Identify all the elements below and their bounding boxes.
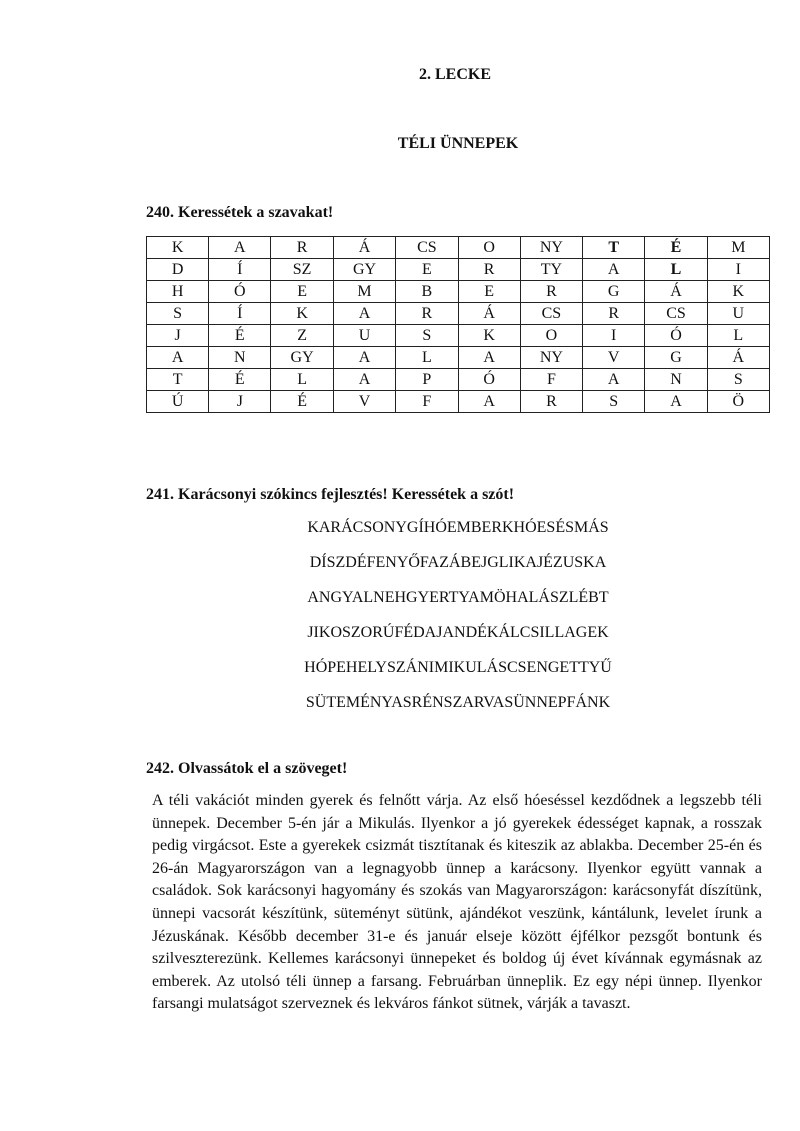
grid-cell: É xyxy=(209,369,271,391)
grid-cell: Ó xyxy=(209,281,271,303)
grid-cell: F xyxy=(396,391,458,413)
grid-cell: U xyxy=(333,325,395,347)
grid-cell: B xyxy=(396,281,458,303)
grid-cell: Ú xyxy=(147,391,209,413)
grid-cell: N xyxy=(645,369,707,391)
grid-cell: A xyxy=(645,391,707,413)
word-search-grid xyxy=(146,236,770,413)
grid-cell: A xyxy=(333,303,395,325)
grid-cell: K xyxy=(147,237,209,259)
grid-cell: Ó xyxy=(645,325,707,347)
grid-cell: CS xyxy=(645,303,707,325)
grid-cell: R xyxy=(458,259,520,281)
letter-string: HÓPEHELYSZÁNIMIKULÁSCSENGETTYŰ xyxy=(304,659,612,676)
grid-cell: V xyxy=(333,391,395,413)
grid-cell: S xyxy=(147,303,209,325)
grid-cell: L xyxy=(396,347,458,369)
grid-row xyxy=(147,347,770,369)
grid-cell: L xyxy=(707,325,769,347)
grid-cell: Á xyxy=(333,237,395,259)
grid-cell: CS xyxy=(520,303,582,325)
page-title: TÉLI ÜNNEPEK xyxy=(397,135,519,152)
grid-cell: R xyxy=(271,237,333,259)
grid-cell: S xyxy=(707,369,769,391)
grid-cell: CS xyxy=(396,237,458,259)
grid-cell: E xyxy=(396,259,458,281)
grid-cell: J xyxy=(209,391,271,413)
grid-cell: A xyxy=(583,369,645,391)
grid-cell: A xyxy=(209,237,271,259)
grid-cell: D xyxy=(147,259,209,281)
grid-row xyxy=(147,281,770,303)
grid-cell: N xyxy=(209,347,271,369)
grid-cell: U xyxy=(707,303,769,325)
grid-cell: A xyxy=(333,347,395,369)
grid-cell: K xyxy=(707,281,769,303)
grid-cell: I xyxy=(707,259,769,281)
grid-row xyxy=(147,391,770,413)
grid-row xyxy=(147,303,770,325)
grid-cell: É xyxy=(645,237,707,259)
grid-cell: Á xyxy=(458,303,520,325)
exercise-240-heading: 240. Keressétek a szavakat! xyxy=(146,204,334,221)
letter-string: KARÁCSONYGÍHÓEMBERKHÓESÉSMÁS xyxy=(307,519,609,536)
grid-cell: T xyxy=(147,369,209,391)
grid-cell: F xyxy=(520,369,582,391)
reading-text: A téli vakációt minden gyerek és felnőtt várja. Az első hóeséssel kezdődnek a legszebb téli ünnepek. December 5-én jár a Mikulás. Ilyenkor a jó gyerekek édességet kapnak, a rosszak pedig virgácsot. Este a gyerekek csizmát tisztítanak és kiteszik az ablakba. December 25-én és 26-án Magyarországon van a legnagyobb ünnep a karácsony. Ilyenkor együtt vannak a családok. Sok karácsonyi hagyomány és szokás van Magyarországon: karácsonyfát díszítünk, ünnepi vacsorát készítünk, süteményt sütünk, ajándékot veszünk, kántálunk, levelet írunk a Jézuskának. Később december 31-e és január elseje között éjfélkor pezsgőt bontunk és szilveszterezünk. Kellemes karácsonyi ünnepeket és boldog új évet kívánnak egymásnak az emberek. Az utolsó téli ünnep a farsang. Februárban ünneplik. Ez egy népi ünnep. Ilyenkor farsangi mulatságot szerveznek és lekváros fánkot sütnek, várják a tavaszt. xyxy=(152,792,762,1013)
grid-cell: Á xyxy=(645,281,707,303)
grid-cell: R xyxy=(396,303,458,325)
grid-cell: É xyxy=(209,325,271,347)
exercise-241-heading: 241. Karácsonyi szókincs fejlesztés! Keressétek a szót! xyxy=(146,486,515,503)
grid-cell: L xyxy=(645,259,707,281)
grid-cell: Á xyxy=(707,347,769,369)
grid-cell: A xyxy=(583,259,645,281)
grid-cell: GY xyxy=(333,259,395,281)
grid-cell: K xyxy=(271,303,333,325)
letter-string: ANGYALNEHGYERTYAMÖHALÁSZLÉBT xyxy=(307,589,609,606)
grid-cell: J xyxy=(147,325,209,347)
letter-string: SÜTEMÉNYASRÉNSZARVASÜNNEPFÁNK xyxy=(305,694,611,711)
grid-cell: G xyxy=(583,281,645,303)
grid-cell: H xyxy=(147,281,209,303)
grid-cell: L xyxy=(271,369,333,391)
grid-cell: É xyxy=(271,391,333,413)
grid-cell: Ö xyxy=(707,391,769,413)
grid-cell: P xyxy=(396,369,458,391)
grid-cell: I xyxy=(583,325,645,347)
grid-row xyxy=(147,369,770,391)
grid-cell: GY xyxy=(271,347,333,369)
grid-cell: O xyxy=(520,325,582,347)
grid-cell: M xyxy=(333,281,395,303)
grid-cell: S xyxy=(583,391,645,413)
grid-cell: A xyxy=(458,391,520,413)
grid-cell: G xyxy=(645,347,707,369)
lesson-number: 2. LECKE xyxy=(418,66,491,83)
grid-cell: V xyxy=(583,347,645,369)
grid-row xyxy=(147,237,770,259)
grid-cell: K xyxy=(458,325,520,347)
letter-strings xyxy=(146,516,770,726)
grid-cell: Í xyxy=(209,303,271,325)
grid-cell: Ó xyxy=(458,369,520,391)
grid-cell: E xyxy=(458,281,520,303)
grid-cell: R xyxy=(583,303,645,325)
grid-cell: TY xyxy=(520,259,582,281)
grid-cell: Z xyxy=(271,325,333,347)
grid-cell: A xyxy=(458,347,520,369)
grid-cell: NY xyxy=(520,347,582,369)
grid-cell: E xyxy=(271,281,333,303)
grid-cell: NY xyxy=(520,237,582,259)
grid-row xyxy=(147,259,770,281)
grid-cell: Í xyxy=(209,259,271,281)
grid-cell: O xyxy=(458,237,520,259)
grid-cell: S xyxy=(396,325,458,347)
grid-cell: SZ xyxy=(271,259,333,281)
letter-string: JIKOSZORÚFÉDAJANDÉKÁLCSILLAGEK xyxy=(307,624,609,641)
grid-cell: R xyxy=(520,391,582,413)
grid-cell: A xyxy=(333,369,395,391)
exercise-242-heading: 242. Olvassátok el a szöveget! xyxy=(146,760,348,777)
grid-cell: M xyxy=(707,237,769,259)
letter-string: DÍSZDÉFENYŐFAZÁBEJGLIKAJÉZUSKA xyxy=(309,554,607,571)
grid-cell: R xyxy=(520,281,582,303)
grid-cell: T xyxy=(583,237,645,259)
grid-cell: A xyxy=(147,347,209,369)
grid-row xyxy=(147,325,770,347)
